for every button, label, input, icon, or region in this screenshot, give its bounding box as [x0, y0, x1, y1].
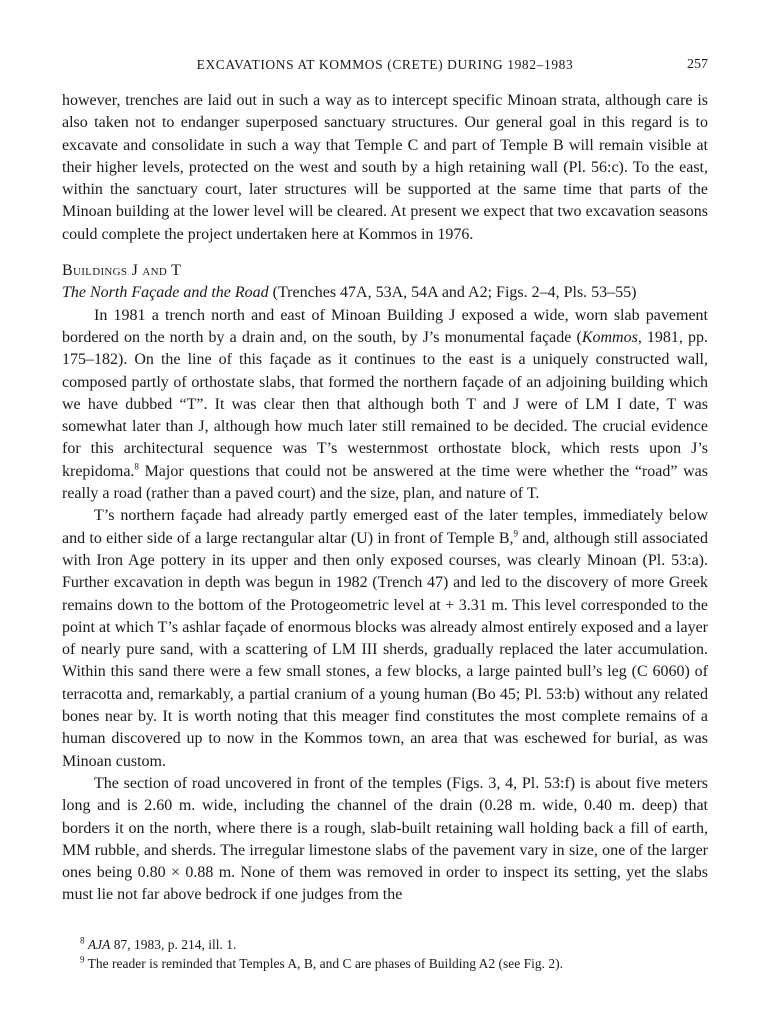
article-body	[62, 90, 708, 907]
subsection-heading	[62, 282, 708, 304]
paragraph-text: T’s northern façade had already partly emerged east of the later temples, immediately below and to either side of a large rectangular altar (U) in front of Temple B,	[62, 507, 708, 547]
footnote-text: 87, 1983, p. 214, ill. 1.	[110, 937, 237, 952]
intro-paragraph: however, trenches are laid out in such a way as to intercept specific Minoan strata, although care is also taken not to endanger superposed sanctuary structures. Our general goal in this regard is to excavate and consolidate in such a way that Temple C and part of Temple B will remain visible at their higher levels, protected on the west and south by a high retaining wall (Pl. 56:c). To the east, within the sanctuary court, later structures will be supported at the same time that parts of the Minoan building at the lower level will be cleared. At present we expect that two excavation seasons could complete the project undertaken here at Kommos in 1976.	[62, 92, 708, 243]
footnote-9	[80, 954, 708, 973]
paragraph-italic: Kommos	[581, 328, 638, 346]
paragraph-text: and, although still associated with Iron Age pottery in its upper and then only exposed courses, was clearly Minoan (Pl. 53:a). Further excavation in depth was begun in 1982 (Trench 47) and led to the discovery of more Greek remains down to the bottom of the Protogeometric level at + 3.31 m. This level corresponded to the point at which T’s ashlar façade of enormous blocks was already almost entirely exposed and a layer of nearly pure sand, with a scattering of LM III sherds, gradually replaced the later accumulation. Within this sand there were a few small stones, a few blocks, a large painted bull’s leg (C 6060) of terracotta and, remarkably, a partial cranium of a young human (Bo 45; Pl. 53:b) without any related bones near by. It is worth noting that this meager find constitutes the most complete remains of a human discovered up to now in the Kommos town, an area that was eschewed for burial, as was Minoan custom.	[62, 529, 709, 770]
subsection-title: The North Façade and the Road	[62, 284, 269, 302]
paragraph-road-section: The section of road uncovered in front of the temples (Figs. 3, 4, Pl. 53:f) is about five meters long and is 2.60 m. wide, including the channel of the drain (0.28 m. wide, 0.40 m. deep) that borders it on the north, where there is a rough, slab-built retaining wall holding back a fill of earth, MM rubble, and sherds. The irregular limestone slabs of the pavement vary in size, one of the larger ones being 0.80 × 0.88 m. None of them was removed in order to inspect its setting, yet the slabs must lie not far above bedrock if one judges from the	[62, 774, 708, 904]
footnote-ref-9[interactable]: 9	[513, 528, 518, 539]
footnotes	[80, 935, 708, 973]
running-head	[62, 57, 708, 77]
paragraph-text: , 1981, pp. 175–182). On the line of this façade as it continues to the east is a uniquely constructed wall, composed partly of orthostate slabs, that formed the northern façade of an adjoining building which we have dubbed “T”. It was clear then that although both T and J were of LM I date, T was somewhat later than J, although how much later still remained to be decided. The crucial evidence for this architectural sequence was T’s westernmost orthostate block, which rests upon J’s krepidoma.	[62, 328, 709, 480]
paragraph-north-facade	[62, 305, 708, 506]
footnote-8	[80, 935, 708, 954]
footnote-number: 9	[80, 954, 85, 965]
running-title: EXCAVATIONS AT KOMMOS (CRETE) DURING 1982–1983	[196, 57, 574, 72]
page-number: 257	[687, 57, 708, 72]
paragraph-text: In 1981 a trench north and east of Minoan Building J exposed a wide, worn slab pavement bordered on the north by a drain and, on the south, by J’s monumental façade (	[62, 306, 708, 346]
footnote-italic: AJA	[87, 937, 111, 952]
footnote-text: The reader is reminded that Temples A, B, and C are phases of Building A2 (see Fig. 2).	[84, 956, 563, 971]
section-heading: Buildings J and T	[62, 262, 182, 280]
subsection-refs: (Trenches 47A, 53A, 54A and A2; Figs. 2–4, Pls. 53–55)	[268, 284, 637, 302]
footnote-ref-8[interactable]: 8	[134, 461, 139, 472]
paragraph-t-facade	[62, 505, 708, 773]
paragraph-text: Major questions that could not be answered at the time were whether the “road” was really a road (rather than a paved court) and the size, plan, and nature of T.	[62, 462, 708, 503]
footnote-number: 8	[80, 935, 85, 946]
